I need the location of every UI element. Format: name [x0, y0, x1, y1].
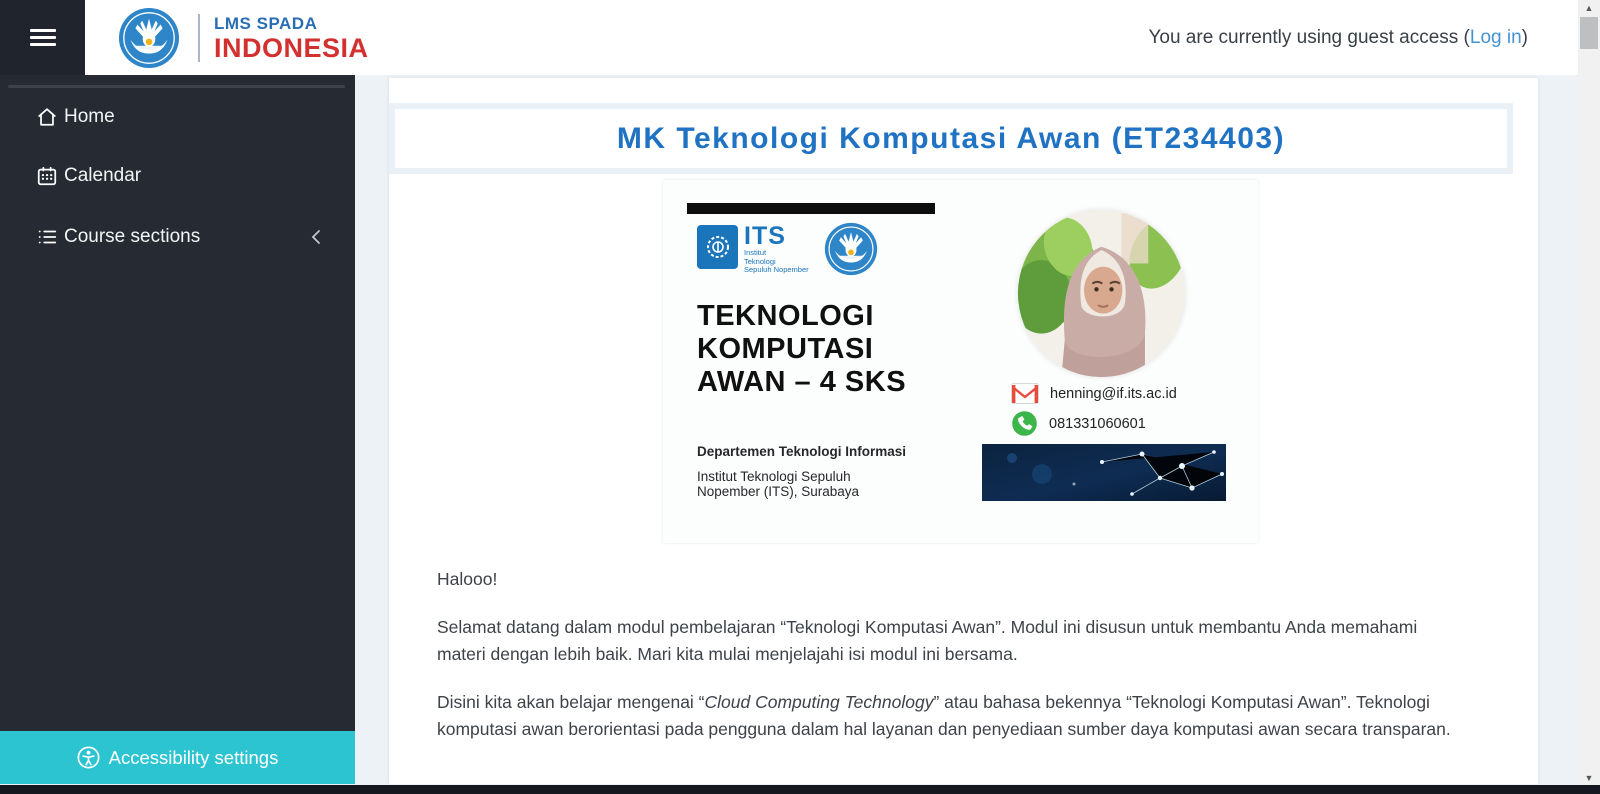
sidebar-item-label: Home [64, 106, 115, 127]
lecturer-photo [1018, 210, 1185, 377]
its-gear-icon [697, 225, 738, 269]
scroll-down-icon[interactable]: ▼ [1584, 772, 1594, 783]
tut-wuri-handayani-logo [118, 7, 180, 69]
logo-text-line2: INDONESIA [214, 32, 369, 63]
chevron-left-icon[interactable] [309, 228, 323, 246]
banner-course-name: TEKNOLOGI KOMPUTASI AWAN – 4 SKS [697, 300, 907, 398]
italic-course-term: Cloud Computing Technology [704, 691, 934, 712]
lecturer-phone-row [1011, 410, 1146, 437]
page-title: MK Teknologi Komputasi Awan (ET234403) [616, 121, 1286, 155]
calendar-icon [36, 165, 58, 187]
site-logo-link[interactable] [118, 0, 369, 75]
course-title-box [389, 103, 1513, 174]
lecturer-email-row [1011, 383, 1177, 404]
scroll-up-icon[interactable]: ▲ [1584, 2, 1594, 13]
tut-wuri-handayani-logo [824, 222, 878, 276]
course-banner-image [663, 180, 1258, 543]
lecturer-phone: 081331060601 [1049, 415, 1146, 432]
its-logo-sub: Institut Teknologi Sepuluh Nopember [744, 248, 809, 274]
home-icon [36, 106, 58, 128]
sidebar-item-course-sections[interactable] [0, 215, 355, 259]
welcome-paragraph: Selamat datang dalam modul pembelajaran “Teknologi Komputasi Awan”. Modul ini disusun untuk membantu Anda memahami materi dengan lebih baik. Mari kita mulai menjelajahi isi modul ini bersama. [437, 616, 1418, 664]
whatsapp-icon [1011, 410, 1038, 437]
network-tech-image [982, 444, 1226, 501]
its-logo-text: ITS [744, 222, 786, 250]
lecturer-email: henning@if.its.ac.id [1050, 385, 1177, 402]
course-sections-icon [36, 226, 58, 248]
logo-divider [198, 14, 200, 62]
main-content [355, 75, 1578, 784]
scrollbar-thumb[interactable] [1580, 17, 1598, 49]
login-link[interactable]: Log in [1469, 26, 1522, 48]
course-card [389, 78, 1538, 784]
logo-text-line1: LMS SPADA [214, 13, 318, 33]
accessibility-settings-label: Accessibility settings [108, 746, 279, 768]
accessibility-icon [77, 746, 100, 769]
guest-access-message: You are currently using guest access ( Log in ) [1148, 26, 1528, 48]
hamburger-menu-icon [30, 25, 56, 50]
header [0, 0, 1578, 75]
accessibility-settings-button[interactable] [0, 731, 355, 784]
sidebar-nav [0, 75, 355, 784]
hamburger-menu-button[interactable] [0, 0, 85, 75]
sidebar-item-label: Course sections [64, 226, 201, 247]
guest-access-text: You are currently using guest access ( [1148, 26, 1470, 48]
vertical-scrollbar[interactable] [1578, 0, 1600, 794]
sidebar-divider [8, 85, 345, 88]
greeting-text: Halooo! [437, 569, 498, 589]
banner-black-bar [687, 203, 935, 214]
course-description [437, 566, 1467, 764]
bottom-edge-strip [0, 785, 1600, 794]
sidebar-item-label: Calendar [64, 165, 142, 186]
gmail-icon [1011, 383, 1039, 404]
sidebar-item-home[interactable] [0, 95, 355, 139]
intro-paragraph: Disini kita akan belajar mengenai “Cloud Computing Technology” atau bahasa bekennya “Teknologi Komputasi Awan”. Teknologi komputasi awan berorientasi pada pengguna dalam hal layanan dan penyediaan sumber daya komputasi awan secara transparan. [437, 691, 1451, 739]
banner-department-text: Departemen Teknologi Informasi Institut Teknologi Sepuluh Nopember (ITS), Surabaya [697, 444, 907, 499]
sidebar-item-calendar[interactable] [0, 154, 355, 198]
its-logo [697, 222, 809, 275]
